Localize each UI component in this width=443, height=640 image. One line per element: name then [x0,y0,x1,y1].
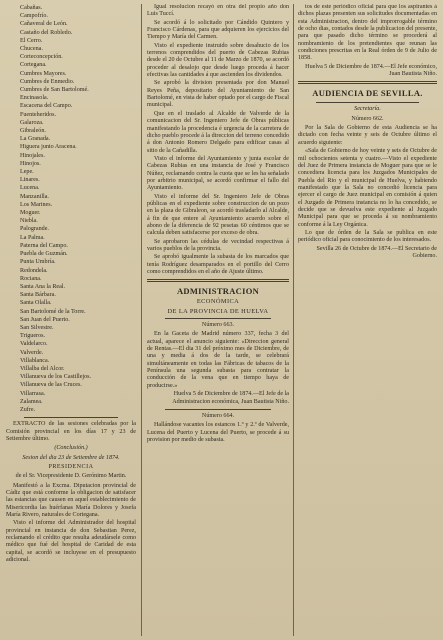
divider-line [165,318,271,319]
place-list-item: Zufre. [20,406,36,413]
place-list-item: Gibraleón. [20,128,46,135]
paragraph: Se aprobó la division presentada por don Manuel Reyes Peña, depositario del Ayuntamiento de San Bartolomé, en vista de haber optado por el cargo de Fiscal municipal. [147,80,289,109]
admin-subheading: ECONÓMICA [196,298,240,306]
column-2 [147,4,289,636]
notice-number: Número 663. [201,322,235,329]
place-list-item: San Bartolomé de la Torre. [20,308,86,315]
place-list-item: Punta Umbría. [20,259,56,266]
signature: Huelva 5 de Diciembre de 1874.—El Jefe de la Administracion económica, Juan Bautista Niño. [172,391,289,405]
place-list-item: Villanueva de las Cruces. [20,382,82,389]
presidency-label: PRESIDENCIA [48,463,94,470]
divider-line [165,409,271,410]
column-divider [293,4,294,636]
place-list-item: Palogrande. [20,226,49,233]
place-list-item: Cabañas. [20,5,43,11]
place-list-item: Manzanilla. [20,193,49,200]
place-list [6,4,136,414]
place-list-item: Lepe. [20,169,34,176]
place-list-item: Villarrasa. [20,390,46,397]
notice-number: Número 664. [201,412,235,419]
paragraph: Por la Sala de Gobierno de esta Audiencia se ha dictado con fecha veinte y seis de Octubre último el acuerdo siguiente: [298,125,437,146]
extract-heading: EXTRACTO de las sesiones celebradas por la Comisión provincial en los días 17 y 23 de Setiembre último. [6,421,136,442]
signature: Huelva 5 de Diciembre de 1874.—El Jefe económico, Juan Bautista Niño. [305,63,437,78]
place-list-item: Encinasola. [20,95,49,102]
place-list-item: Hinojos. [20,160,41,167]
place-list-item: Galaroza. [20,119,44,126]
admin-heading: ADMINISTRACION [176,286,260,297]
place-list-item: Zalamea. [20,398,43,405]
paragraph: Visto el informe del Ayuntamiento y junta escolar de Cabezas Rubias en una instancia de José y Francisco Núñez, reclamando contra la cuota que se les ha señalado por arbitrio municipal, se acordó confirmar el fallo del Ayuntamiento. [147,155,289,192]
place-list-item: Cumbres de Enmedio. [20,78,75,85]
place-list-item: Villablanca. [20,357,50,364]
column-1 [6,4,136,636]
place-list-item: Niebla. [20,218,38,225]
place-list-item: Los Marines. [20,201,53,208]
signature: Sevilla 26 de Octubre de 1874.—El Secretario de Gobierno. [316,245,437,259]
paragraph: Visto el informe del Sr. Ingeniero Jefe de Obras públicas en el expediente sobre construccion de un pozo en la plaza de Gibraleon, se acordó trasladarlo al Alcalde, á fin de que entere al Ayuntamiento acuerdo sobre el abono de la diferencia de 92 pesetas 60 céntimos que se calcula deben satisfacerse por exceso de obra. [147,193,289,237]
divider-line [316,102,419,103]
place-list-item: Corteconcepción. [20,54,63,61]
divider-line [24,417,118,418]
place-list-item: Escacena del Campo. [20,103,73,110]
place-list-item: Trigueros. [20,333,45,340]
paragraph: Lo que de órden de la Sala se publica en este periódico oficial para conocimiento de los interesados. [298,229,437,244]
notice-number: Número 662. [351,115,384,122]
paragraph: Visto el informe del Administrador del hospital provincial en instancia de don Sebastian Perez, reclamando el crédito que resulta adeudársele como médico que fué del hospital de Caridad de esta capital, se acordó se incluyese en el presupuesto adicional. [6,520,136,563]
place-list-item: El Cerro. [20,37,43,44]
place-list-item: Lucena. [20,185,40,192]
place-list-item: Castaño del Robledo. [20,29,73,36]
place-list-item: Redondela. [20,267,48,274]
place-list-item: Cumbres Mayores. [20,70,67,77]
place-list-item: San Silvestre. [20,324,54,331]
place-list-item: San Juan del Puerto. [20,316,70,323]
admin-province: DE LA PROVINCIA DE HUELVA [167,307,269,315]
column-divider [141,4,142,636]
paragraph: Visto el expediente instruido sobre desahucio de los terrenos comprendidos del puerto de Cabezas Rubias desde el 20 de Octubre al 11 de Marzo de 1870, se acordó proceder al desalojo que desde luego proceda á hacer efectivas las cantidades á que ascienden los dividendos. [147,42,289,79]
paragraph: Igual resolucion recayó en otra del propio año don Luis Tuccí. [147,4,289,18]
place-list-item: Moguer. [20,210,41,217]
place-list-item: Santa Bárbara. [20,292,56,299]
session-title: Sesion del dia 23 de Setiembre de 1874. [22,454,120,461]
section-divider [147,279,289,282]
presidency-text: de el Sr. Vicepresidente D. Gerónimo Martin. [15,473,127,480]
place-list-item: Santa Olalla. [20,300,52,307]
place-list-item: Valverde. [20,349,44,356]
place-list-item: La Granada. [20,136,51,143]
paragraph: «Sala de Gobierno de hoy veinte y seis de Octubre de mil ochocientos setenta y cuatro.—Visto el expediente del Juez de Primera instancia de Moguer para que se le concediera licencia para los Juzgados Municipales de Puebla del Rio y el municipal de Huelva, y habiendo manifestado que la Sala no concedió licencia para ejercer el cargo de Juez municipal en comisión á quien el Juzgado de Primera instancia no lo ha concedido, se decide que se devuelva este expediente al Juzgado Municipal para que se proceda á su nombramiento conforme á la Ley Orgánica. [298,148,437,228]
column-3 [298,4,437,636]
paragraph: Que en el traslado al Alcalde de Valverde de la comunicacion del Sr. Ingeniero Jefe de Obras públicas manifestando la procedencia é urgencia de la carretera de dicho pueblo procede á la direccion del terreno concedido á don Antonio Romero Delgado para edificar casas al sitio de la Cañadilla. [147,110,289,154]
paragraph: Se aprobó igualmente la subasta de los marcados que tenía Rodríguez desamparados en el portillo del Cerro como comprendidos en el año de Ajuste último. [147,254,289,276]
secretaria-label: Secretaría. [354,106,381,113]
paragraph: Se acordó á lo solicitado por Cándido Quintero y Francisco Cárdenas, para que adquieren los ejercicios del Tiempo y María del Carmen. [147,19,289,41]
place-list-item: Paterna del Campo. [20,242,68,249]
place-list-item: Cañaveral de León. [20,21,68,28]
place-list-item: Cumbres de San Bartolomé. [20,87,89,94]
place-list-item: La Palma. [20,234,45,241]
place-list-item: Higuera junto Aracena. [20,144,77,151]
paragraph: Manifestó a la Excma. Diputacion provincial de Cádiz que está conforme la obligacion de satisfacer las estancias que causen en aquel establecimiento de Misericordia las huérfanas María Dolores y Josefa María Rivero, naturales de Cortegana. [6,482,136,518]
place-list-item: Rociana. [20,275,42,282]
place-list-item: Santa Ana la Real. [20,283,66,290]
place-list-item: Valdelarco. [20,341,48,348]
place-list-item: Hinojales. [20,152,45,159]
place-list-item: Cortegana. [20,62,47,69]
paragraph: Se aprobaron las cédulas de vecindad respectivas á varios pueblos de la provincia. [147,238,289,252]
vacancy-notice: Hallándose vacantes los estancos 1.º y 2.º de Valverde, Lucena del Puerto y Lucena del Puerto, se procede á su provision por medio de subasta. [147,422,289,443]
place-list-item: Villanueva de los Castillejos. [20,374,92,381]
section-divider [298,81,437,84]
place-list-item: Campofrío. [20,13,48,20]
place-list-item: Linares. [20,177,40,184]
audiencia-heading: AUDIENCIA DE SEVILLA. [312,88,423,99]
place-list-item: Puebla de Guzmán. [20,251,68,258]
paragraph: tos de este periódico oficial para que los aspirantes á dichos plazas presenten sus solicitudes documentadas en esta Administracion, dentro del improrrogable término de ocho dias, contados desde la publicacion del presente, para que pasado dicho término se procederá al nombramiento de los pretendientes que reunan las condiciones prescritas en la Real órden de 9 de Julio de 1858. [298,4,437,62]
place-list-item: Fuenteheridos. [20,111,57,118]
continuation-note: (Conclusión.) [54,445,88,452]
admin-notice: En la Gaceta de Madrid número 337, fecha 3 del actual, aparece el anuncio siguiente: «Direccion general de Rentas.—El dia 31 del próximo mes de Diciembre, de una y media á dos de la tarde, se celebrará simultáneamente en todas las Fábricas de tabacos de la Península una segunda subasta para contratar la conducción de la vena que en tiempo haya de producirse.» [147,331,289,389]
place-list-item: Chucena. [20,46,43,53]
place-list-item: Villalba del Alcor. [20,365,65,372]
